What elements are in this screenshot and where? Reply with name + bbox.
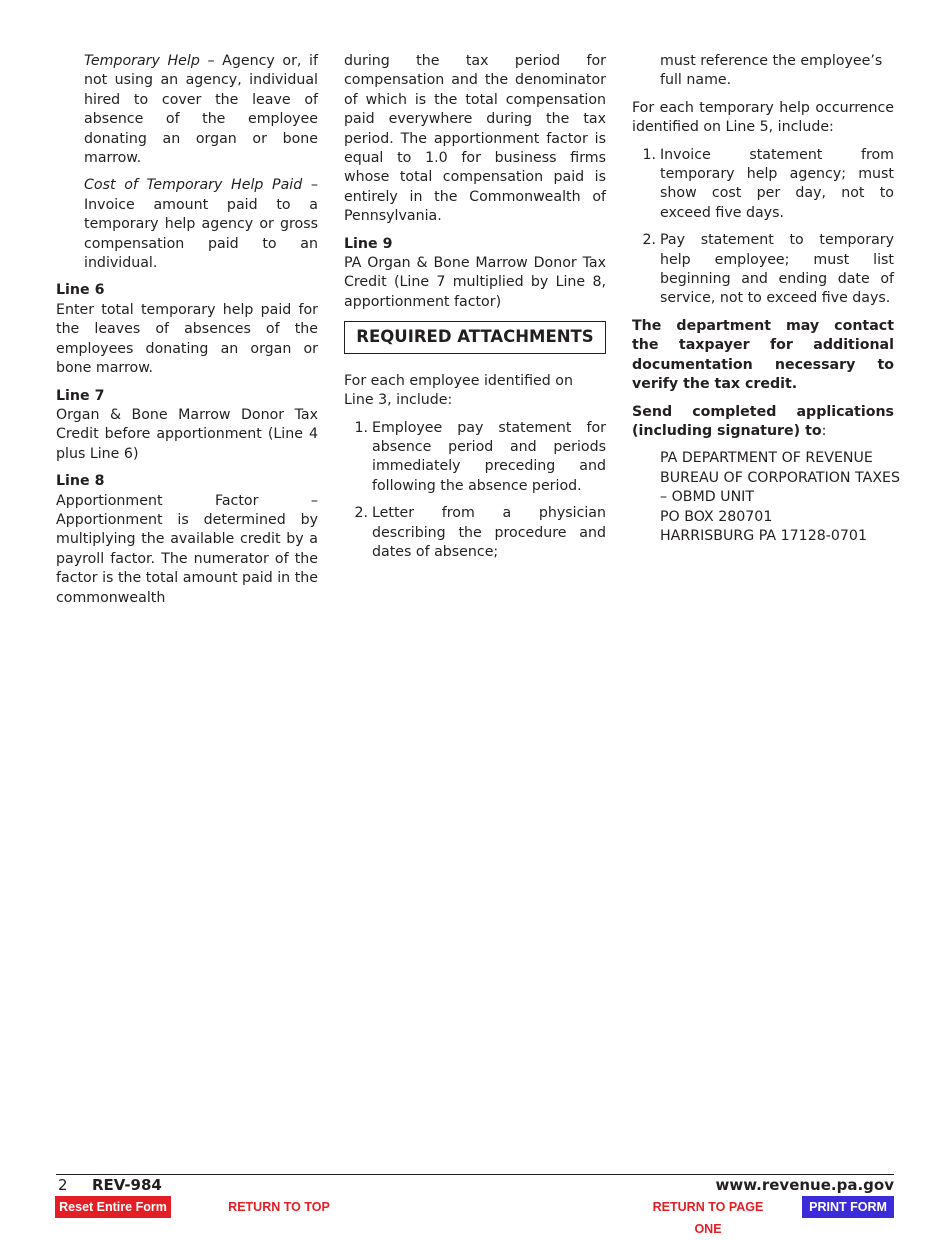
address-line: PO BOX 280701 — [660, 508, 773, 525]
list-item-text: Pay statement to temporary help employee; must list beginning and ending date of service, not to exceed five days. — [660, 232, 894, 307]
required-attachments-heading: REQUIRED ATTACHMENTS — [344, 321, 606, 353]
temporary-help-text: – Agency or, if not using an agency, individual hired to cover the leave of absence of the employee donating an organ or bone marrow. — [84, 53, 318, 167]
cost-temporary-help-term: Cost of Temporary Help Paid — [84, 177, 303, 194]
send-applications-text: Send completed applications (including signature) to — [632, 403, 894, 439]
line-8-text: Apportionment Factor – Apportionment is determined by multiplying the available credit by a payroll factor. The numerator of the factor is the total amount paid in the commonwealth — [56, 492, 318, 606]
list-item — [632, 231, 894, 309]
line-8-continued-text: during the tax period for compensation and the denominator of which is the total compensation paid everywhere during the tax period. The apportionment factor is equal to 1.0 for business firms whose total compensation paid is entirely in the Commonwealth of Pennsylvania. — [344, 53, 606, 225]
line-7-heading: Line 7 — [56, 387, 105, 404]
column-3 — [632, 52, 901, 546]
address-line: PA DEPARTMENT OF REVENUE — [660, 450, 873, 467]
line-7-text: Organ & Bone Marrow Donor Tax Credit before apportionment (Line 4 plus Line 6) — [56, 406, 318, 462]
reset-form-button[interactable]: Reset Entire Form — [55, 1196, 171, 1218]
list-item-number: 1. — [354, 419, 368, 436]
list-item-text: Employee pay statement for absence period and periods immediately preceding and following the absence period. — [372, 419, 606, 494]
attachments-intro: For each employee identified on Line 3, include: — [344, 372, 573, 409]
temporary-help-term: Temporary Help — [84, 53, 200, 69]
address-line: BUREAU OF CORPORATION TAXES — [660, 469, 901, 486]
list-item-number: 2. — [354, 505, 368, 522]
list-item-text: Invoice statement from temporary help agency; must show cost per day, not to exceed five days. — [660, 146, 894, 221]
line-9-text: PA Organ & Bone Marrow Donor Tax Credit (Line 7 multiplied by Line 8, apportionment factor) — [344, 255, 606, 310]
return-to-page-one-link[interactable]: RETURN TO PAGE ONE — [652, 1200, 764, 1236]
physician-letter-continued-text: must reference the employee’s full name. — [660, 53, 883, 89]
address-line: – OBMD UNIT — [660, 489, 755, 506]
column-1 — [56, 52, 318, 608]
temporary-help-definition — [56, 52, 318, 168]
send-applications-instruction — [632, 403, 894, 442]
list-item — [344, 504, 606, 562]
list-item-number: 2. — [642, 232, 656, 249]
cost-temporary-help-definition — [56, 176, 318, 273]
footer-divider — [56, 1174, 894, 1175]
temporary-help-attachments-list — [632, 146, 894, 309]
department-contact-notice: The department may contact the taxpayer for additional documentation necessary to verify the tax credit. — [632, 317, 894, 393]
temporary-help-intro: For each temporary help occurrence identified on Line 5, include: — [632, 99, 894, 136]
list-item — [344, 419, 606, 497]
website-url: www.revenue.pa.gov — [715, 1176, 894, 1194]
line-9-heading: Line 9 — [344, 235, 393, 252]
list-item-number: 1. — [642, 146, 656, 163]
page-number: 2 — [58, 1176, 68, 1194]
line-6-text: Enter total temporary help paid for the leaves of absences of the employees donating an organ or bone marrow. — [56, 301, 318, 377]
list-item-text: Letter from a physician describing the procedure and dates of absence; — [372, 505, 606, 560]
mailing-address — [632, 449, 901, 546]
employee-attachments-list — [344, 419, 606, 563]
form-id: REV-984 — [92, 1176, 162, 1194]
list-item — [632, 146, 894, 224]
cost-temporary-help-text: – Invoice amount paid to a temporary help agency or gross compensation paid to an individual. — [84, 177, 318, 272]
address-line: HARRISBURG PA 17128-0701 — [660, 527, 867, 544]
line-8-heading: Line 8 — [56, 473, 105, 490]
return-to-top-link[interactable]: RETURN TO TOP — [228, 1200, 330, 1214]
send-applications-colon: : — [821, 422, 827, 439]
line-6-heading: Line 6 — [56, 282, 105, 299]
print-form-button[interactable]: PRINT FORM — [802, 1196, 894, 1218]
column-2 — [344, 52, 606, 570]
